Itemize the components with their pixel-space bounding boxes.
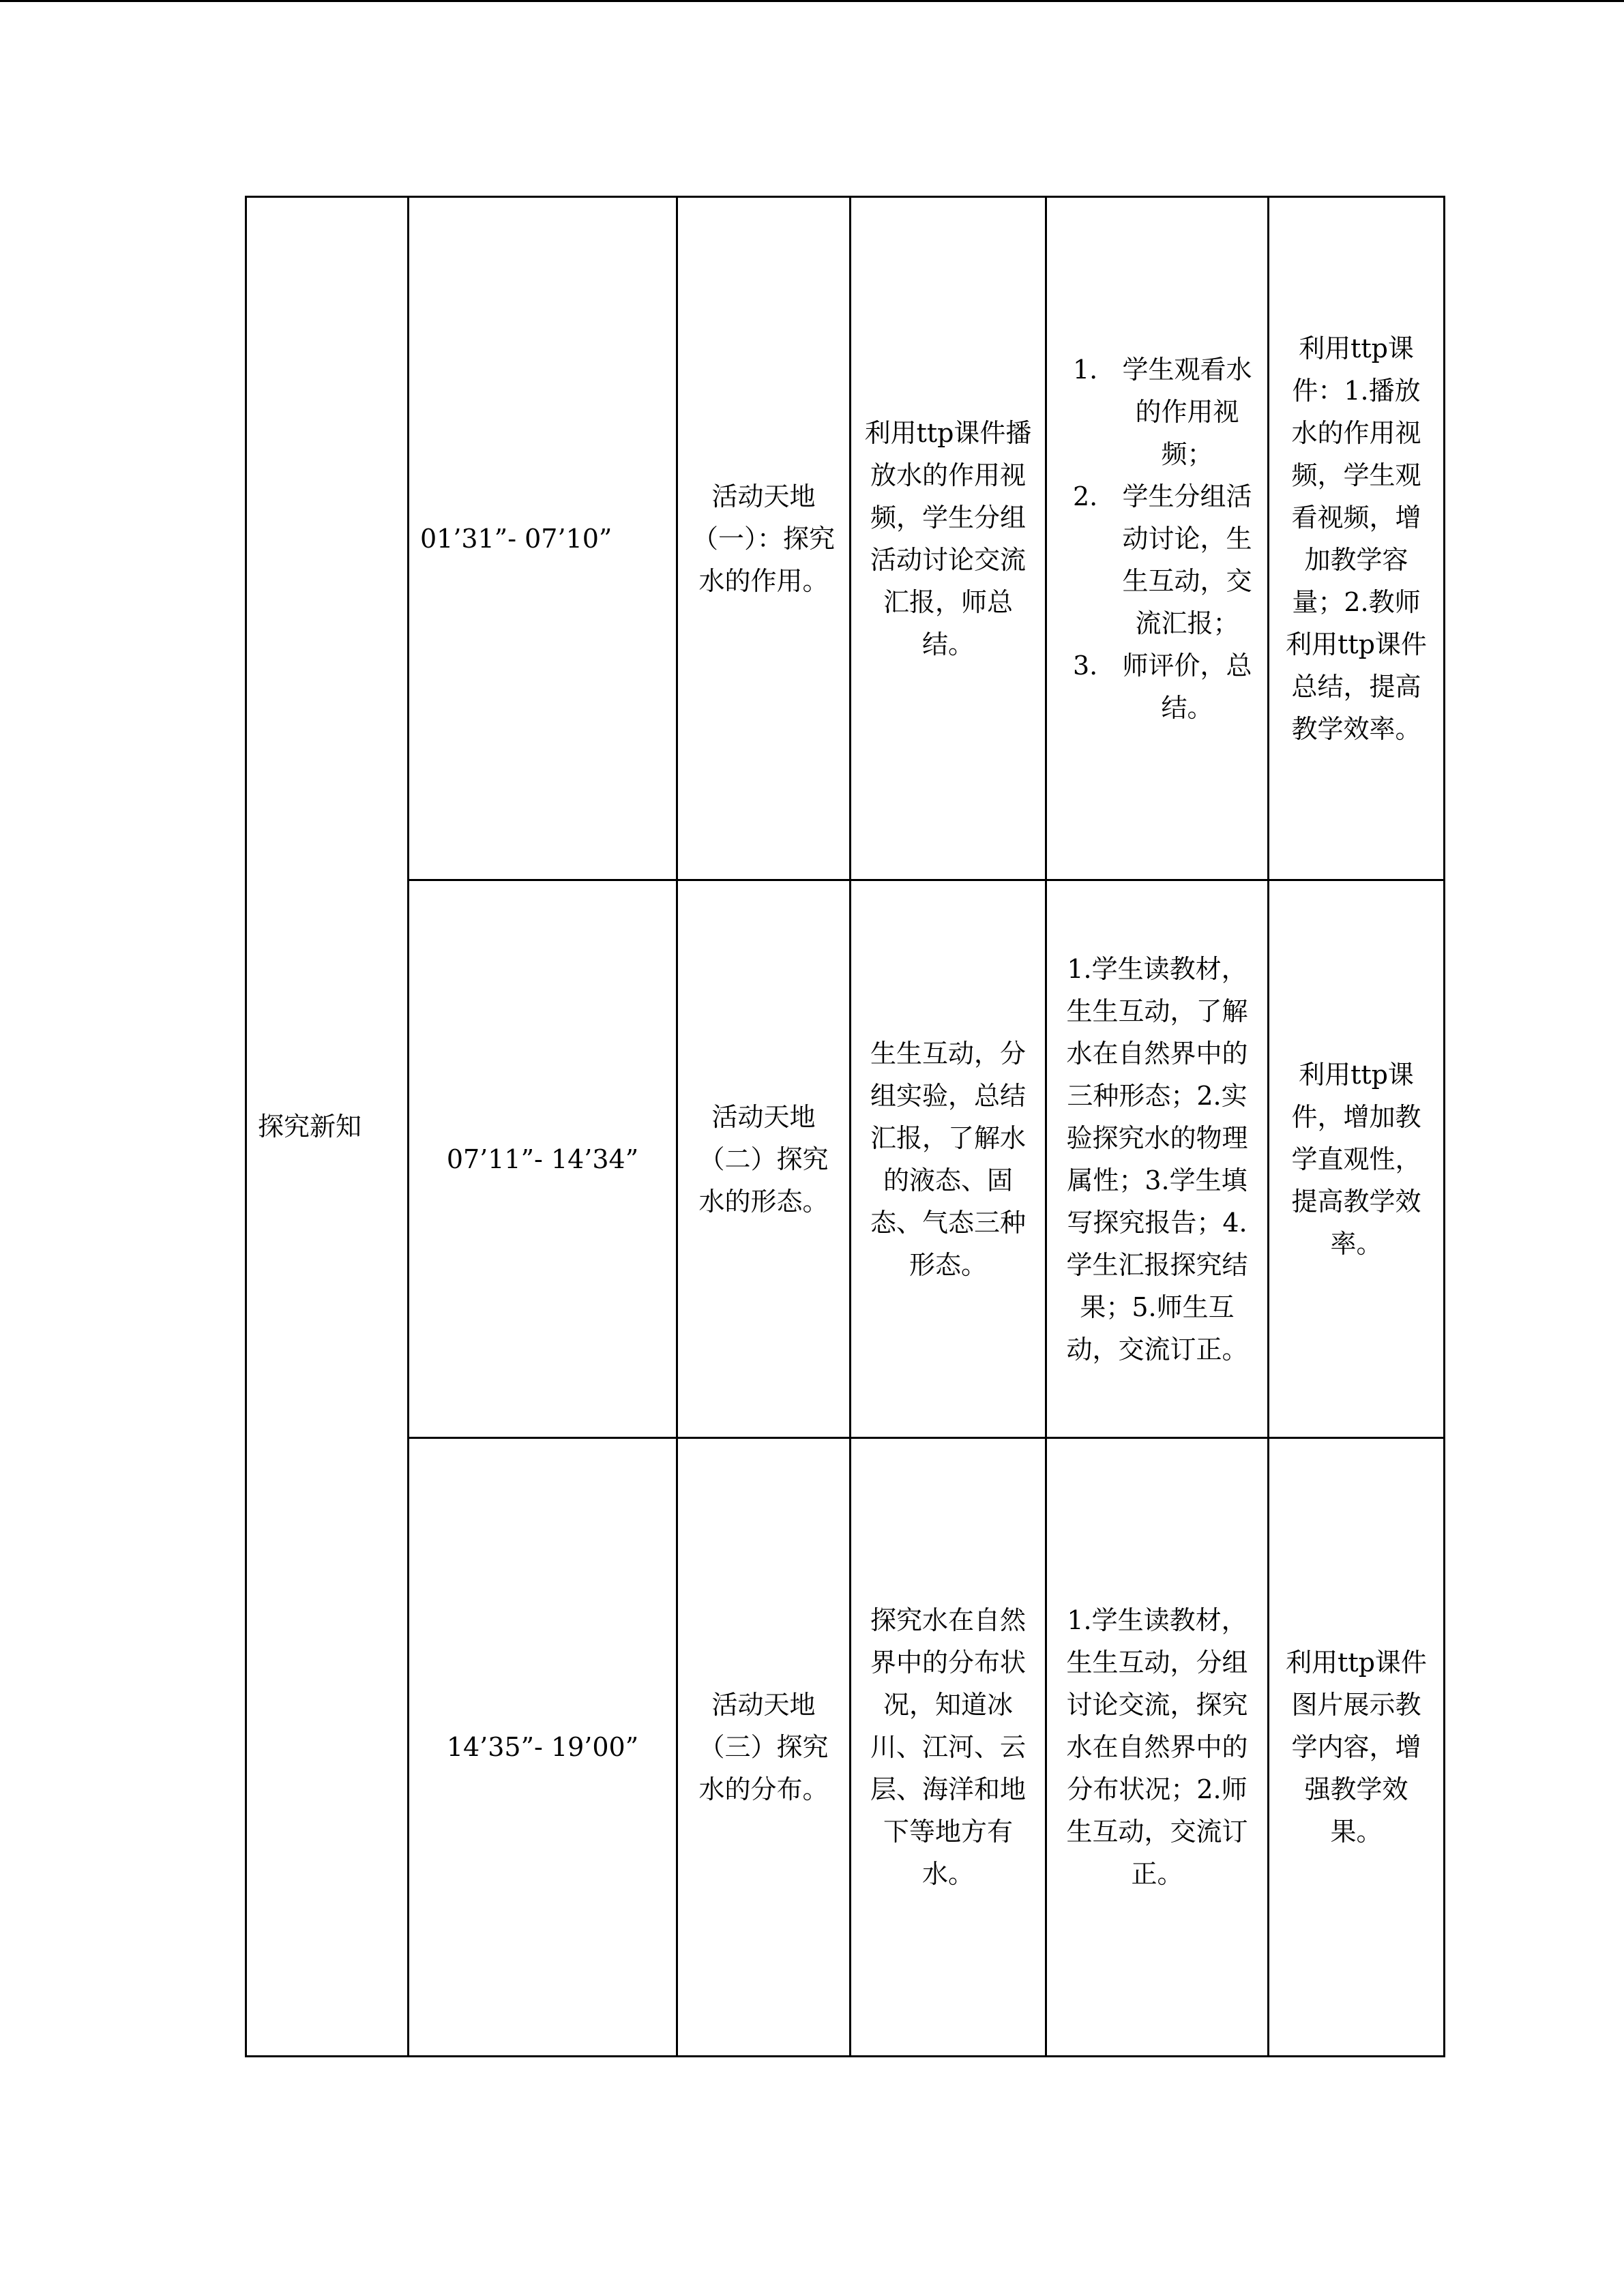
activity-cell: 活动天地（二）探究水的形态。: [677, 880, 851, 1438]
step-number: 2.: [1073, 481, 1098, 511]
page-top-rule: [0, 0, 1624, 2]
media-design-cell: 利用ttp课件图片展示教学内容，增强教学效果。: [1269, 1438, 1445, 2057]
student-steps-list: [1058, 348, 1256, 729]
step-text: 学生分组活动讨论，生生互动，交流汇报；: [1122, 481, 1252, 638]
student-activity-cell: 1.学生读教材，生生互动，了解水在自然界中的三种形态；2.实验探究水的物理属性；3.学生填写探究报告；4.学生汇报探究结果；5.师生互动，交流订正。: [1046, 880, 1269, 1438]
student-activity-cell: [1046, 197, 1269, 880]
lesson-plan-table: [245, 196, 1445, 2057]
activity-cell: 活动天地（一）：探究水的作用。: [677, 197, 851, 880]
table-row: [246, 880, 1445, 1438]
table-row: [246, 1438, 1445, 2057]
teacher-activity-cell: 利用ttp课件播放水的作用视频，学生分组活动讨论交流汇报，师总结。: [851, 197, 1046, 880]
teacher-activity-cell: 生生互动，分组实验，总结汇报，了解水的液态、固态、气态三种形态。: [851, 880, 1046, 1438]
step-text: 师评价，总结。: [1122, 650, 1252, 723]
step-number: 3.: [1073, 650, 1098, 681]
time-cell: 01’31”- 07’10”: [409, 197, 677, 880]
list-item: [1058, 475, 1256, 644]
section-cell: 探究新知: [246, 197, 409, 2057]
teacher-activity-cell: 探究水在自然界中的分布状况，知道冰川、江河、云层、海洋和地下等地方有水。: [851, 1438, 1046, 2057]
step-text: 学生观看水的作用视频；: [1122, 354, 1252, 469]
step-number: 1.: [1073, 354, 1098, 385]
table-row: [246, 197, 1445, 880]
activity-cell: 活动天地（三）探究水的分布。: [677, 1438, 851, 2057]
time-cell: 07’11”- 14’34”: [409, 880, 677, 1438]
time-cell: 14’35”- 19’00”: [409, 1438, 677, 2057]
list-item: [1058, 348, 1256, 475]
student-activity-cell: 1.学生读教材，生生互动，分组讨论交流，探究水在自然界中的分布状况；2.师生互动，交流订正。: [1046, 1438, 1269, 2057]
media-design-cell: 利用ttp课件：1.播放水的作用视频，学生观看视频，增加教学容量；2.教师利用ttp课件总结，提高教学效率。: [1269, 197, 1445, 880]
list-item: [1058, 644, 1256, 729]
media-design-cell: 利用ttp课件，增加教学直观性，提高教学效率。: [1269, 880, 1445, 1438]
